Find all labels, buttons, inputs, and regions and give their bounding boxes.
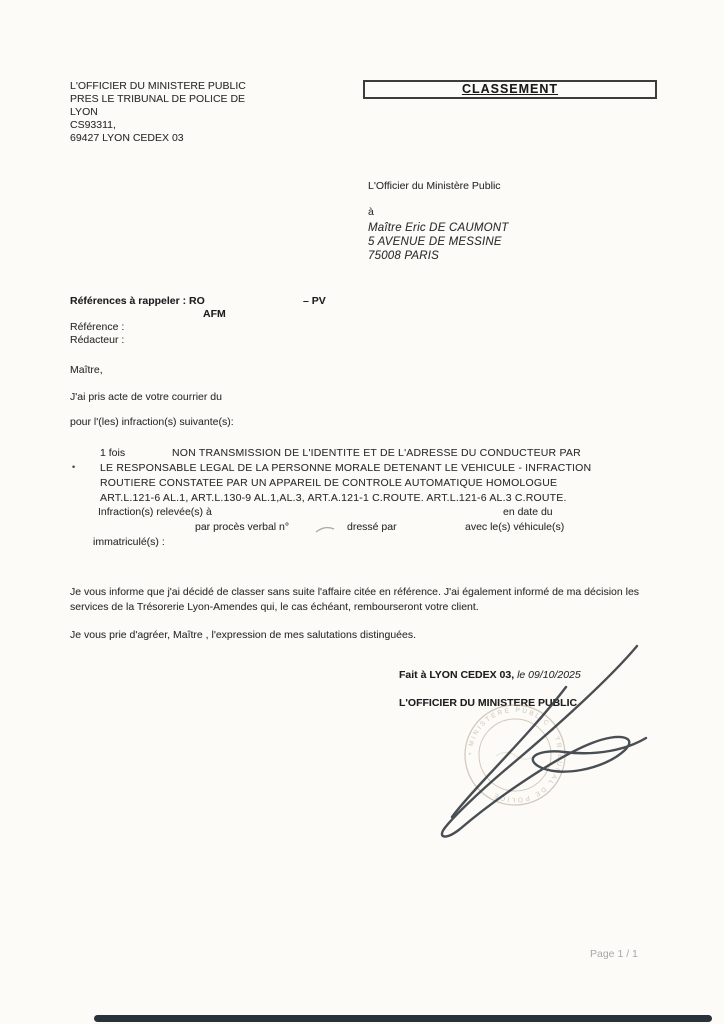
sender-line: CS93311, xyxy=(70,119,116,131)
infraction-line: LE RESPONSABLE LEGAL DE LA PERSONNE MORALE DETENANT LE VEHICULE - INFRACTION xyxy=(100,462,592,474)
sender-line: LYON xyxy=(70,106,98,118)
infraction-date-label: en date du xyxy=(503,506,553,518)
infraction-bullet: • xyxy=(72,462,76,472)
infraction-line: NON TRANSMISSION DE L'IDENTITE ET DE L'ADRESSE DU CONDUCTEUR PAR xyxy=(172,447,581,459)
recipient-line: Maître Eric DE CAUMONT xyxy=(368,222,509,234)
date-value: le 09/10/2025 xyxy=(517,669,581,681)
scan-mark xyxy=(316,528,334,532)
closing-paragraph: Je vous prie d'agréer, Maître , l'expression de mes salutations distinguées. xyxy=(70,629,417,641)
sender-line: 69427 LYON CEDEX 03 xyxy=(70,132,184,144)
salutation: Maître, xyxy=(70,364,103,376)
infraction-line: ROUTIERE CONSTATEE PAR UN APPAREIL DE CONTROLE AUTOMATIQUE HOMOLOGUE xyxy=(100,477,558,489)
classement-title-box xyxy=(363,80,657,99)
infraction-line: ART.L.121-6 AL.1, ART.L.130-9 AL.1,AL.3, ART.A.121-1 C.ROUTE. ART.L.121-6 AL.3 C.ROUTE. xyxy=(100,492,567,504)
decision-paragraph: Je vous informe que j'ai décidé de classer sans suite l'affaire citée en référence. J'ai également informé de ma décision les services de la Trésorerie Lyon-Amendes qui, le cas échéant, rembourseront votre client. xyxy=(70,586,640,613)
date-place-line xyxy=(399,669,581,682)
infraction-immatricule-label: immatriculé(s) : xyxy=(93,536,165,548)
classement-title: CLASSEMENT xyxy=(461,82,559,96)
for-infractions-line: pour l'(les) infraction(s) suivante(s): xyxy=(70,416,234,428)
redacteur-field-label: Rédacteur : xyxy=(70,334,125,346)
recipient-line: 5 AVENUE DE MESSINE xyxy=(368,236,502,248)
infraction-relevee-label: Infraction(s) relevée(s) à xyxy=(98,506,212,518)
recipient-address-block xyxy=(368,221,509,263)
infraction-vehicule-label: avec le(s) véhicule(s) xyxy=(465,521,565,533)
place-label: Fait à LYON CEDEX 03, xyxy=(399,669,515,681)
signer-title: L'OFFICIER DU MINISTERE PUBLIC xyxy=(399,697,578,709)
recipient-to-prefix: à xyxy=(368,206,374,218)
sender-line: PRES LE TRIBUNAL DE POLICE DE xyxy=(70,93,246,105)
sender-line: L'OFFICIER DU MINISTERE PUBLIC xyxy=(70,80,246,92)
infraction-pv-label: par procès verbal n° xyxy=(195,521,290,533)
official-stamp-icon xyxy=(465,705,565,805)
recipient-from-title: L'Officier du Ministère Public xyxy=(368,180,501,192)
reference-field-label: Référence : xyxy=(70,321,125,333)
references-label: Références à rappeler : RO xyxy=(70,295,205,307)
sender-address-block xyxy=(70,80,246,145)
page-number: Page 1 / 1 xyxy=(590,948,638,960)
infraction-count: 1 fois xyxy=(100,447,126,459)
references-afm: AFM xyxy=(203,308,226,320)
references-pv: – PV xyxy=(303,295,326,307)
stamp-rim-text: • MINISTERE PUBLIC • TRIBUNAL DE POLICE xyxy=(466,706,564,804)
svg-text:• MINISTERE PUBLIC • TRIBUNAL xyxy=(467,707,563,803)
recipient-line: 75008 PARIS xyxy=(368,250,440,262)
intro-line: J'ai pris acte de votre courrier du xyxy=(70,391,222,403)
scan-edge-bar xyxy=(94,1015,712,1022)
infraction-dresse-label: dressé par xyxy=(347,521,397,533)
